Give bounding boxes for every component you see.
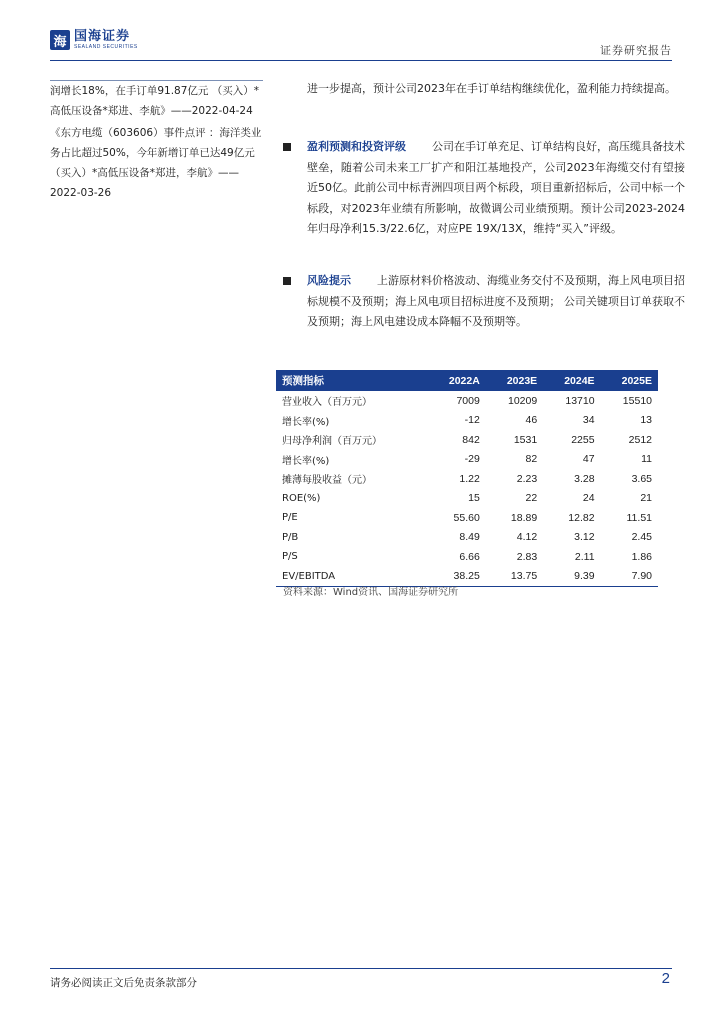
value-cell: 13710	[565, 394, 595, 407]
footer-divider	[50, 968, 672, 969]
bullet-square-icon	[283, 277, 291, 285]
continuation-paragraph: 进一步提高，预计公司2023年在手订单结构继续优化，盈利能力持续提高。	[307, 82, 676, 95]
page-number: 2	[661, 970, 670, 987]
section-text: 公司在手订单充足、订单结构良好，高压缆具备技术壁垒，随着公司未来工厂扩产和阳江基地投产，公司2023年海缆交付有望接近50亿。此前公司中标青洲四项目两个标段，项目重新招标后，公司中标一个标段，对2023年业绩有所影响，故微调公司业绩预期。预计公司2023-2024年归母净利15.3/22.6亿，对应PE 19X/13X，维持“买入”评级。	[307, 140, 685, 235]
header-divider	[50, 60, 672, 61]
value-cell: 2255	[571, 433, 595, 446]
value-cell: 9.39	[543, 567, 600, 587]
value-cell: 38.25	[428, 567, 486, 587]
table-row	[276, 411, 658, 431]
value-cell: 2.45	[631, 531, 652, 544]
value-cell: 842	[462, 433, 480, 446]
logo-name-cn: 国海证券	[74, 29, 131, 44]
section-text: 上游原材料价格波动、海缆业务交付不及预期，海上风电项目招标规模不及预期；海上风电项目招标进度不及预期； 公司关键项目订单获取不及预期；海上风电建设成本降幅不及预期等。	[307, 274, 685, 328]
table-row	[276, 508, 658, 528]
row-label-cell: 增长率(%)	[282, 416, 330, 428]
value-cell: 46	[525, 414, 538, 427]
value-cell: 21	[640, 492, 652, 505]
value-cell: 7.90	[601, 567, 658, 587]
value-cell: 1531	[513, 433, 538, 446]
table-header-cell: 2025E	[601, 370, 658, 391]
row-label-cell: 营业收入（百万元）	[282, 397, 372, 409]
value-cell: 2.83	[516, 550, 538, 563]
value-cell: 13.75	[486, 567, 543, 587]
value-cell: -29	[464, 453, 480, 466]
bullet-square-icon	[283, 143, 291, 151]
row-label-cell: 归母净利润（百万元）	[282, 436, 382, 448]
forecast-table	[276, 370, 658, 587]
value-cell: 11.51	[626, 511, 652, 524]
value-cell: 22	[525, 492, 538, 505]
value-cell: 13	[640, 414, 652, 427]
related-report-item: 润增长18%，在手订单91.87亿元 （买入）*高低压设备*郑进、李航》——2022-04-24	[50, 80, 263, 123]
value-cell: 55.60	[453, 511, 480, 524]
row-label-cell: P/E	[282, 512, 298, 524]
table-header-row	[276, 370, 658, 391]
table-header-cell: 预测指标	[276, 370, 428, 391]
logo-name-en: SEALAND SECURITIES	[74, 44, 138, 50]
logo-icon: 海	[50, 30, 70, 50]
table-row	[276, 547, 658, 567]
table-source-note: 资料来源：Wind资讯、国海证券研究所	[283, 587, 459, 598]
value-cell: 8.49	[459, 531, 480, 544]
value-cell: 47	[582, 453, 595, 466]
value-cell: 34	[582, 414, 595, 427]
row-label-cell: P/S	[282, 551, 298, 563]
row-label-cell: EV/EBITDA	[276, 567, 428, 587]
table-row	[276, 489, 658, 509]
value-cell: -12	[464, 414, 480, 427]
value-cell: 3.65	[631, 472, 652, 485]
report-type-label: 证券研究报告	[600, 44, 672, 57]
related-reports-sidebar	[50, 80, 263, 205]
value-cell: 7009	[456, 394, 480, 407]
value-cell: 24	[582, 492, 595, 505]
risk-section	[283, 271, 685, 333]
value-cell: 3.12	[574, 531, 595, 544]
row-label-cell: P/B	[282, 531, 299, 543]
section-heading: 盈利预测和投资评级	[307, 140, 406, 153]
disclaimer-note: 请务必阅读正文后免责条款部分	[50, 977, 197, 989]
value-cell: 1.86	[631, 550, 652, 563]
value-cell: 15510	[622, 394, 652, 407]
value-cell: 15	[468, 492, 480, 505]
value-cell: 2512	[628, 433, 652, 446]
related-report-item: 《东方电缆（603606）事件点评 ：海洋类业务占比超过50%，今年新增订单已达49亿元 （买入）*高低压设备*郑进，李航》——2022-03-26	[50, 127, 262, 199]
value-cell: 4.12	[516, 531, 538, 544]
row-label-cell: 摊薄每股收益（元）	[282, 475, 372, 487]
value-cell: 82	[525, 453, 538, 466]
value-cell: 2.11	[574, 550, 595, 563]
value-cell: 3.28	[574, 472, 595, 485]
section-heading: 风险提示	[307, 274, 351, 287]
value-cell: 2.23	[516, 472, 538, 485]
value-cell: 11	[641, 453, 652, 466]
table-row	[276, 430, 658, 450]
value-cell: 12.82	[568, 511, 595, 524]
table-row	[276, 469, 658, 489]
value-cell: 6.66	[459, 550, 480, 563]
table-header-cell: 2023E	[486, 370, 543, 391]
table-row	[276, 391, 658, 411]
forecast-rating-section	[283, 137, 685, 240]
row-label-cell: 增长率(%)	[282, 455, 330, 467]
table-header-cell: 2024E	[543, 370, 600, 391]
value-cell: 18.89	[510, 511, 538, 524]
table-row	[276, 450, 658, 470]
value-cell: 10209	[508, 394, 538, 407]
value-cell: 1.22	[459, 472, 480, 485]
row-label-cell: ROE(%)	[282, 492, 321, 504]
brand-logo	[50, 30, 138, 50]
table-row	[276, 528, 658, 548]
table-header-cell: 2022A	[428, 370, 486, 391]
